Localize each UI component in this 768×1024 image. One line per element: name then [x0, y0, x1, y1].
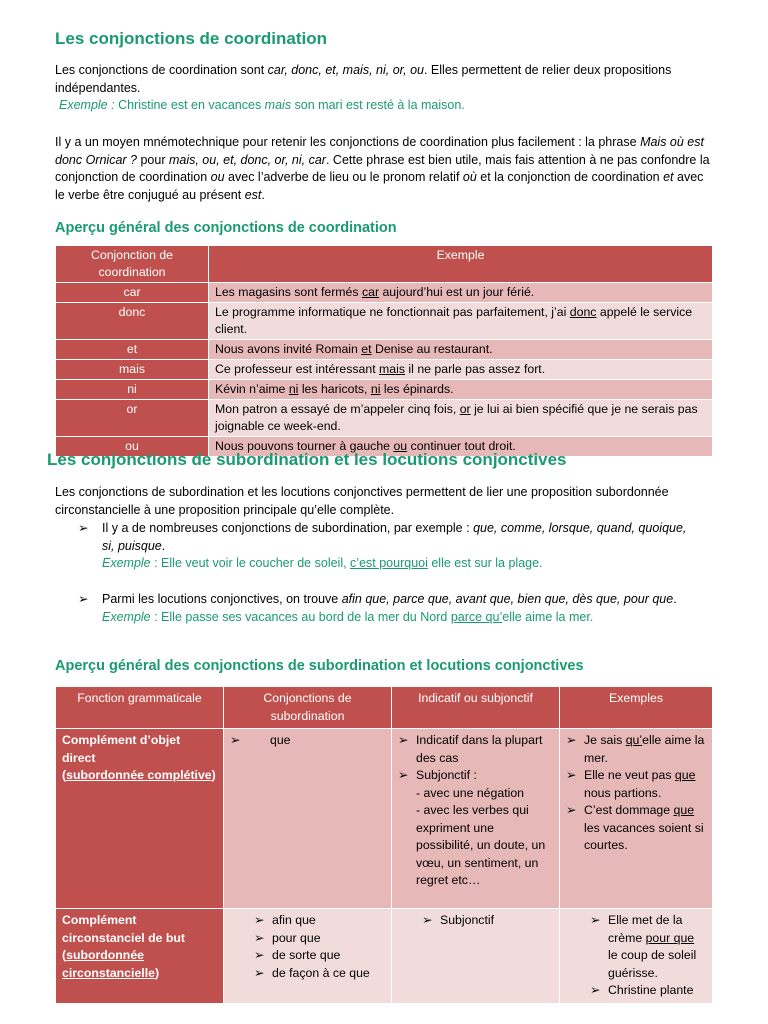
- list-item: [254, 912, 385, 930]
- ex-post: les haricots,: [298, 382, 371, 396]
- arrow-bullet-icon: ➢: [566, 768, 577, 782]
- table-row: [56, 360, 713, 380]
- bullet2-a: Parmi les locutions conjonctives, on trouve: [102, 592, 342, 606]
- ex-b: nous partions.: [584, 785, 662, 800]
- ex-underlined: ni: [288, 382, 299, 396]
- mode-sub: - avec une négation: [416, 785, 525, 800]
- arrow-bullet-icon: ➢: [254, 930, 265, 945]
- ex-post-2: les épinards.: [380, 382, 454, 396]
- ex-pre: Ce professeur est intéressant: [215, 362, 380, 376]
- bullet2-ex-a: : Elle passe ses vacances au bord de la mer du Nord: [150, 609, 451, 624]
- table-row: [56, 729, 713, 909]
- row-key: car: [56, 283, 209, 303]
- mode-text: Subjonctif: [440, 913, 495, 927]
- bullet2-example: [102, 610, 593, 624]
- ex-a: Je sais: [584, 733, 626, 747]
- bullet1-ex-b: elle est sur la plage.: [427, 556, 543, 570]
- ex-underlined: mais: [379, 362, 406, 376]
- bullet-conjonctions: [80, 520, 700, 573]
- title-subordination: Les conjonctions de subordination et les locutions conjonctives: [47, 450, 567, 469]
- list-item: [566, 767, 706, 802]
- table-row: [56, 283, 713, 303]
- arrow-bullet-icon: ➢: [398, 768, 409, 782]
- ex-post: je lui ai bien spécifié que je ne serais pas joignable ce week-end.: [215, 402, 698, 433]
- row-conjonctions: [224, 909, 392, 1004]
- mnemo-b: pour: [136, 152, 169, 167]
- arrow-bullet-icon: ➢: [254, 948, 265, 962]
- header-fonction: Fonction grammaticale: [56, 687, 224, 729]
- ex-post: il ne parle pas assez fort.: [405, 362, 546, 376]
- list-item: [398, 767, 553, 890]
- ex-u: que: [673, 803, 695, 817]
- arrow-bullet-icon: ➢: [590, 983, 601, 997]
- ex-pre: Les magasins sont fermés: [215, 285, 362, 299]
- ex-a: Elle met de la crème: [608, 913, 683, 945]
- ex-underlined: or: [459, 402, 471, 416]
- row-example: [209, 340, 713, 360]
- bullet1-list: que, comme, lorsque, quand, quoique, si, puisque: [102, 521, 687, 553]
- mode-text: Indicatif dans la plupart des cas: [416, 733, 543, 765]
- ex-b: les vacances soient si courtes.: [584, 820, 704, 852]
- row-example: [209, 400, 713, 437]
- ex-a: Elle ne veut pas: [584, 768, 675, 782]
- conj-text: afin que: [272, 913, 316, 927]
- bullet-text: [80, 520, 700, 573]
- list-item: [254, 930, 385, 948]
- mnemo-list: mais, ou, et, donc, or, ni, car: [168, 152, 326, 167]
- mode-sub: - avec les verbes qui expriment une possibilité, un doute, un vœu, un sentiment, un regret etc…: [416, 803, 546, 887]
- list-item: [566, 732, 706, 767]
- row-example: [209, 360, 713, 380]
- arrow-bullet-icon: ➢: [422, 913, 433, 927]
- arrow-bullet-icon: ➢: [78, 521, 89, 535]
- list-item: [230, 732, 385, 750]
- header-conjonctions: Conjonctions de subordination: [224, 687, 392, 729]
- bullet-text: [80, 591, 700, 626]
- ex-underlined: ou: [393, 439, 408, 453]
- subordination-intro: Les conjonctions de subordination et les locutions conjonctives permettent de lier une proposition subordonnée circonstancielle à une proposition principale qu’elle complète.: [55, 485, 669, 517]
- bullet2-ex-label: Exemple: [102, 609, 151, 624]
- fonction-label: Complément circonstanciel de but: [62, 913, 185, 945]
- ex-u: que: [674, 768, 696, 782]
- arrow-bullet-icon: ➢: [590, 913, 601, 927]
- header-exemple: Exemple: [209, 246, 713, 283]
- mnemo-g: .: [261, 187, 265, 202]
- mnemo-ou2: où: [462, 170, 477, 184]
- header-exemples: Exemples: [560, 687, 713, 729]
- bullet1-a: Il y a de nombreuses conjonctions de subordination, par exemple :: [102, 521, 474, 535]
- row-fonction: Complément circonstanciel de but (subordonnée circonstancielle): [56, 909, 224, 1004]
- intro-list: car, donc, et, mais, ni, or, ou: [267, 63, 424, 77]
- row-key: et: [56, 340, 209, 360]
- ex-u: pour que: [645, 930, 695, 945]
- ex-underlined: et: [361, 342, 372, 356]
- coordination-table: [55, 245, 713, 457]
- bullet1-ex-a: : Elle veut voir le coucher de soleil,: [150, 556, 351, 570]
- ex-pre: Nous pouvons tourner à gauche: [215, 439, 394, 453]
- conj-text: de sorte que: [272, 948, 341, 962]
- intro-example: [55, 98, 465, 112]
- row-example: [209, 380, 713, 400]
- arrow-bullet-icon: ➢: [254, 913, 265, 927]
- table-header-row: [56, 246, 713, 283]
- list-item: [566, 802, 706, 855]
- row-example: [209, 283, 713, 303]
- conj-text: pour que: [272, 930, 321, 945]
- conj-text: que: [270, 733, 291, 747]
- table-row: [56, 340, 713, 360]
- ex-pre: Nous avons invité Romain: [215, 342, 362, 356]
- mnemo-d: avec l’adverbe de lieu ou le pronom relatif: [224, 170, 463, 184]
- row-conjonctions: [224, 729, 392, 909]
- ex-a: Christine plante: [608, 983, 694, 997]
- conj-text: de façon à ce que: [272, 965, 370, 980]
- list-item: [398, 732, 553, 767]
- row-mode: [392, 909, 560, 1004]
- table-row: [56, 380, 713, 400]
- intro-example-mais: mais: [264, 98, 292, 112]
- intro-example-b: son mari est resté à la maison.: [291, 98, 465, 112]
- row-mode: [392, 729, 560, 909]
- arrow-bullet-icon: ➢: [230, 733, 241, 747]
- arrow-bullet-icon: ➢: [398, 733, 409, 747]
- ex-underlined: car: [361, 285, 380, 299]
- list-item: [254, 947, 385, 965]
- list-item: [422, 912, 553, 930]
- list-item: [590, 982, 706, 1000]
- ex-underlined-2: ni: [370, 382, 381, 396]
- bullet1-b: .: [161, 538, 166, 553]
- table-row: [56, 909, 713, 1004]
- mnemo-ou: ou: [210, 170, 225, 184]
- ex-a: C’est dommage: [584, 803, 674, 817]
- bullet2-b: .: [673, 592, 677, 606]
- ex-pre: Kévin n’aime: [215, 382, 289, 396]
- ex-underlined: donc: [569, 305, 597, 319]
- title-coordination: Les conjonctions de coordination: [55, 29, 328, 48]
- table-header-row: [56, 687, 713, 729]
- ex-post: appelé le service client.: [215, 305, 693, 336]
- bullet2-ex-u: parce qu’: [450, 609, 503, 624]
- mode-text: Subjonctif :: [416, 768, 477, 782]
- ex-pre: Le programme informatique ne fonctionnait pas parfaitement, j’ai: [215, 305, 570, 319]
- heading-apercu-subordination: Aperçu général des conjonctions de subordination et locutions conjonctives: [55, 658, 584, 674]
- ex-post: aujourd’hui est un jour férié.: [379, 285, 535, 299]
- intro-text-a: Les conjonctions de coordination sont: [55, 63, 268, 77]
- arrow-bullet-icon: ➢: [254, 965, 265, 980]
- list-item: [254, 965, 385, 983]
- mnemo-phrase: Mais où est donc Ornicar ?: [55, 135, 704, 167]
- mnemonic-paragraph: [55, 134, 715, 204]
- heading-apercu-coordination: Aperçu général des conjonctions de coordination: [55, 220, 397, 236]
- ex-u: qu’: [625, 733, 643, 747]
- mnemo-e: et la conjonction de coordination: [476, 170, 664, 184]
- mnemo-est: est: [244, 187, 262, 202]
- ex-b: le coup de soleil guérisse.: [608, 948, 697, 980]
- mnemo-c: . Cette phrase est bien utile, mais fais attention à ne pas confondre la conjonction de coordination: [55, 152, 710, 184]
- list-item: [590, 912, 706, 982]
- header-mode: Indicatif ou subjonctif: [392, 687, 560, 729]
- fonction-label: Complément d’objet direct: [62, 733, 181, 765]
- bullet-locutions: [80, 591, 700, 626]
- table-row: [56, 400, 713, 437]
- ex-pre: Mon patron a essayé de m’appeler cinq fois,: [215, 402, 460, 416]
- row-key: mais: [56, 360, 209, 380]
- arrow-bullet-icon: ➢: [566, 733, 577, 747]
- mnemo-a: Il y a un moyen mnémotechnique pour retenir les conjonctions de coordination plus facilement : la phrase: [55, 135, 641, 149]
- bullet1-ex-label: Exemple: [102, 556, 151, 570]
- ex-post: continuer tout droit.: [407, 439, 516, 453]
- row-key: or: [56, 400, 209, 437]
- intro-text-b: . Elles permettent de relier deux propositions indépendantes.: [55, 63, 672, 95]
- bullet2-list: afin que, parce que, avant que, bien que, dès que, pour que: [341, 592, 674, 606]
- row-example: [209, 303, 713, 340]
- intro-paragraph: [55, 62, 715, 115]
- row-fonction: Complément d’objet direct (subordonnée complétive): [56, 729, 224, 909]
- fonction-type: subordonnée circonstancielle: [62, 948, 155, 980]
- subordination-table: [55, 686, 713, 1004]
- mnemo-et: et: [663, 170, 674, 184]
- bullet1-ex-u: c’est pourquoi: [350, 556, 428, 570]
- ex-b: elle aime la mer.: [584, 733, 705, 765]
- bullet2-ex-b: elle aime la mer.: [502, 609, 594, 624]
- header-conjonction: Conjonction de coordination: [56, 246, 209, 283]
- mnemo-f: avec le verbe être conjugué au présent: [55, 170, 704, 202]
- bullet1-example: [102, 556, 543, 570]
- intro-example-a: Christine est en vacances: [114, 98, 265, 112]
- row-key: ni: [56, 380, 209, 400]
- table-row: [56, 303, 713, 340]
- arrow-bullet-icon: ➢: [566, 803, 577, 817]
- row-key: ou: [56, 437, 209, 457]
- intro-example-label: Exemple :: [59, 98, 115, 112]
- row-key: donc: [56, 303, 209, 340]
- row-exemples: [560, 909, 713, 1004]
- arrow-bullet-icon: ➢: [78, 592, 89, 606]
- fonction-type: subordonnée complétive: [66, 768, 212, 782]
- row-exemples: [560, 729, 713, 909]
- ex-post: Denise au restaurant.: [371, 342, 493, 356]
